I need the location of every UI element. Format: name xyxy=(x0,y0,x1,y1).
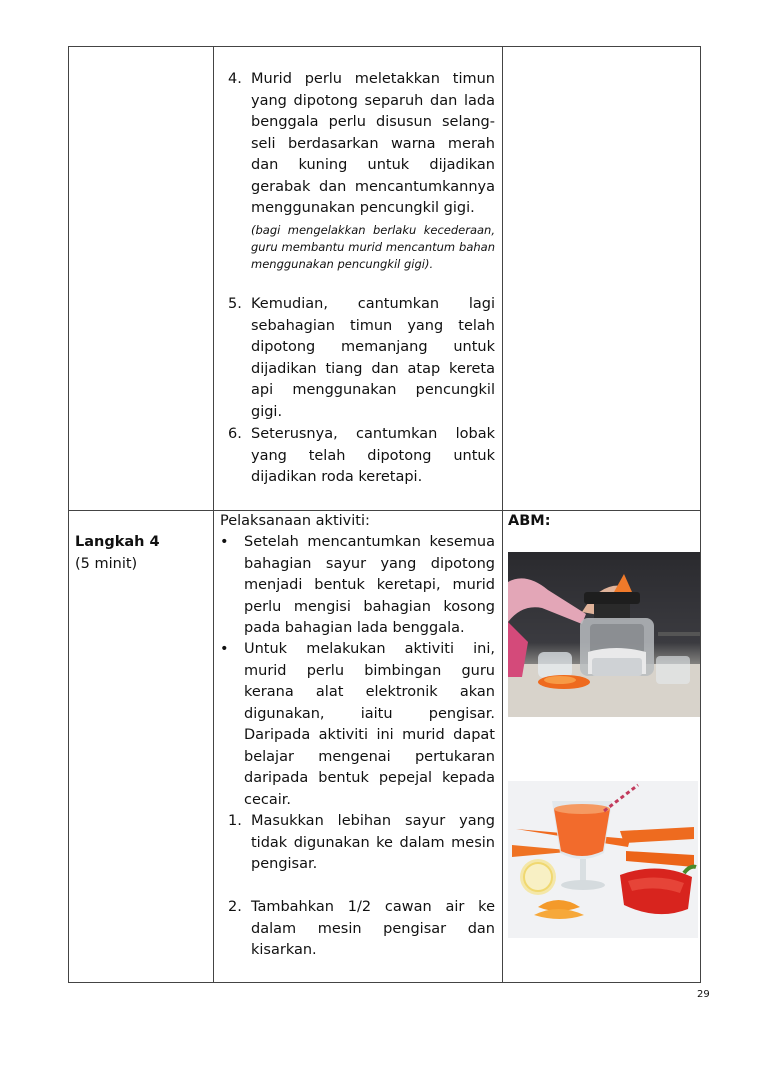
carrot-juice-illustration xyxy=(508,781,698,938)
step-text: Masukkan lebihan sayur yang tidak digunakan ke dalam mesin pengisar. xyxy=(251,813,495,872)
step-text: Seterusnya, cantumkan lobak yang telah dipotong untuk dijadikan roda keretapi. xyxy=(251,426,495,485)
bullet-glyph: • xyxy=(220,641,229,657)
step-number: 4. xyxy=(228,71,242,87)
step-text: Murid perlu meletakkan timun yang dipotong separuh dan lada benggala perlu disusun selang-seli berdasarkan warna merah dan kuning untuk dijadikan gerabak dan mencantumkannya menggunakan pencungkil gigi. xyxy=(251,71,495,216)
abm-label: ABM: xyxy=(508,513,551,529)
column-divider-2 xyxy=(502,47,503,982)
step-text: Kemudian, cantumkan lagi sebahagian timun yang telah dipotong memanjang untuk dijadikan tiang dan atap kereta api menggunakan pencungkil gigi. xyxy=(251,296,495,420)
step-1 xyxy=(228,811,495,876)
step-number: 1. xyxy=(228,813,242,829)
step-number: 2. xyxy=(228,899,242,915)
bullet-glyph: • xyxy=(220,534,229,550)
juicer-illustration xyxy=(508,552,700,717)
page-number: 29 xyxy=(697,989,710,1000)
step-number: 6. xyxy=(228,426,242,442)
bullet-text: Setelah mencantumkan kesemua bahagian sayur yang dipotong menjadi bentuk keretapi, murid perlu mengisi bahagian kosong pada bahagian lada benggala. xyxy=(244,534,495,636)
bullet-item xyxy=(220,639,495,811)
bullet-text: Untuk melakukan aktiviti ini, murid perlu bimbingan guru kerana alat elektronik akan digunakan, iaitu pengisar. Daripada aktiviti ini murid dapat belajar mengenai pertukaran daripada bentuk pepejal kepada cecair. xyxy=(244,641,495,808)
step-2 xyxy=(228,897,495,962)
step-4 xyxy=(228,69,495,273)
step-5 xyxy=(228,294,495,423)
activity-heading: Pelaksanaan aktiviti: xyxy=(220,513,370,529)
step-6 xyxy=(228,424,495,489)
safety-note: (bagi mengelakkan berlaku kecederaan, guru membantu murid mencantum bahan menggunakan pencungkil gigi). xyxy=(251,222,495,271)
row1-activity-cell xyxy=(214,47,502,510)
bullet-item xyxy=(220,532,495,640)
step-text: Tambahkan 1/2 cawan air ke dalam mesin pengisar dan kisarkan. xyxy=(251,899,495,958)
step-title: Langkah 4 xyxy=(75,534,160,550)
row2-step-cell xyxy=(75,532,209,575)
step-number: 5. xyxy=(228,296,242,312)
juicer-photo xyxy=(508,552,700,717)
step-duration: (5 minit) xyxy=(75,555,138,572)
row2-activity-cell xyxy=(214,511,502,983)
carrot-juice-photo xyxy=(508,781,698,938)
